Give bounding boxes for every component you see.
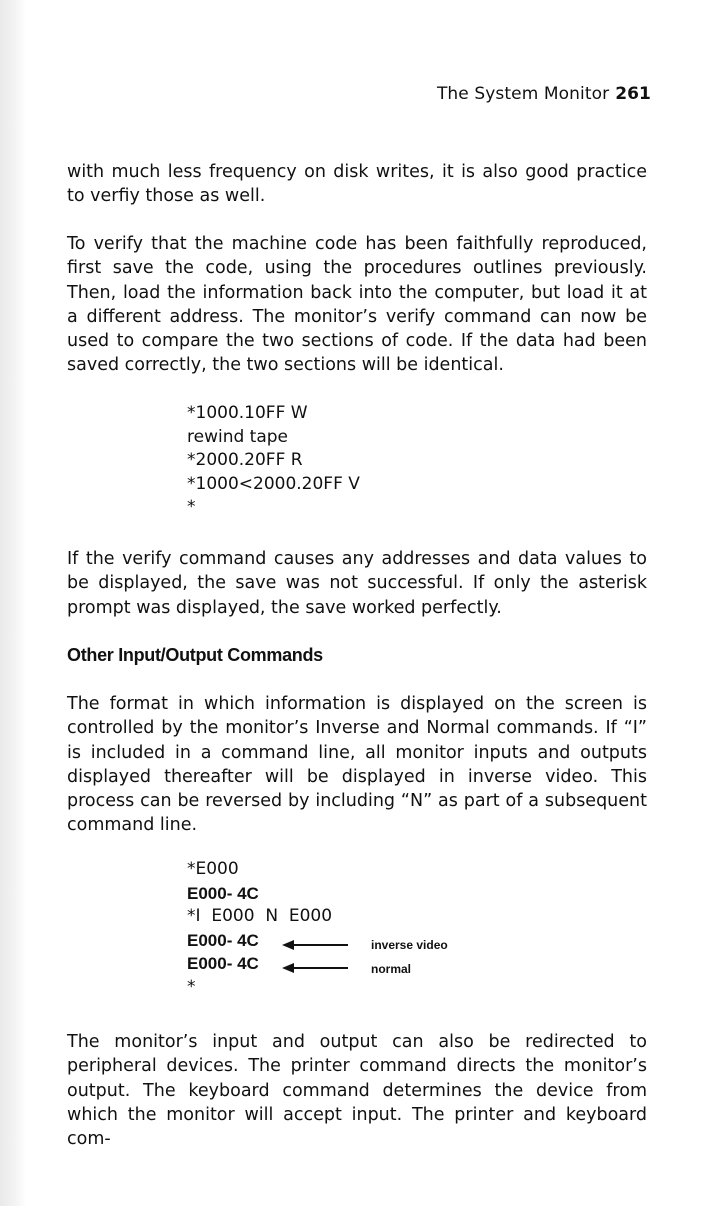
code-block-verify — [187, 402, 360, 520]
page-binding-shadow — [0, 0, 26, 1206]
page-number: 261 — [615, 84, 651, 104]
code-line: rewind tape — [187, 426, 289, 447]
code-line: *I E000 N E000 — [187, 906, 333, 926]
paragraph-verify-intro: To verify that the machine code has been faithfully reproduced, first save the code, using the procedures outlines previously. Then, load the information back into the computer, but load it at a different address. The monitor’s verify command can now be used to compare the two sections of code. If the data had been saved correctly, the two sections will be identical. — [67, 234, 647, 376]
code-line: *1000.10FF W — [187, 403, 308, 423]
code-line: *E000 — [187, 859, 239, 879]
section-heading: Other Input/Output Commands — [67, 645, 323, 665]
left-arrow-icon — [282, 938, 350, 952]
code-line: * — [187, 976, 196, 997]
running-header — [437, 84, 651, 104]
paragraph-verify-result: If the verify command causes any addresses and data values to be displayed, the save was not successful. If only the asterisk prompt was displayed, the save worked perfectly. — [67, 549, 647, 618]
code-output-line: E000- 4C — [187, 930, 259, 950]
code-line: * — [187, 497, 196, 517]
annotation-inverse-video: inverse video — [371, 938, 448, 952]
code-line: *1000<2000.20FF V — [187, 473, 360, 494]
paragraph-inverse-normal: The format in which information is displayed on the screen is controlled by the monitor’s Inverse and Normal commands. If “I” is included in a command line, all monitor inputs and outputs displayed thereafter will be displayed in inverse video. This process can be reversed by including “N” as part of a subsequent command line. — [67, 694, 647, 836]
paragraph-continuation: with much less frequency on disk writes, it is also good practice to verfiy those as well. — [67, 162, 647, 207]
header-title: The System Monitor — [436, 84, 610, 104]
left-arrow-icon — [282, 961, 350, 975]
code-output-line: E000- 4C — [187, 954, 259, 973]
annotation-normal: normal — [371, 962, 412, 976]
code-output-line: E000- 4C — [187, 883, 259, 903]
paragraph-redirect: The monitor’s input and output can also be redirected to peripheral devices. The printer command directs the monitor’s output. The keyboard command determines the device from which the monitor will accept input. The printer and keyboard com- — [67, 1032, 647, 1150]
code-block-inverse — [187, 858, 332, 999]
code-line: *2000.20FF R — [187, 450, 303, 470]
